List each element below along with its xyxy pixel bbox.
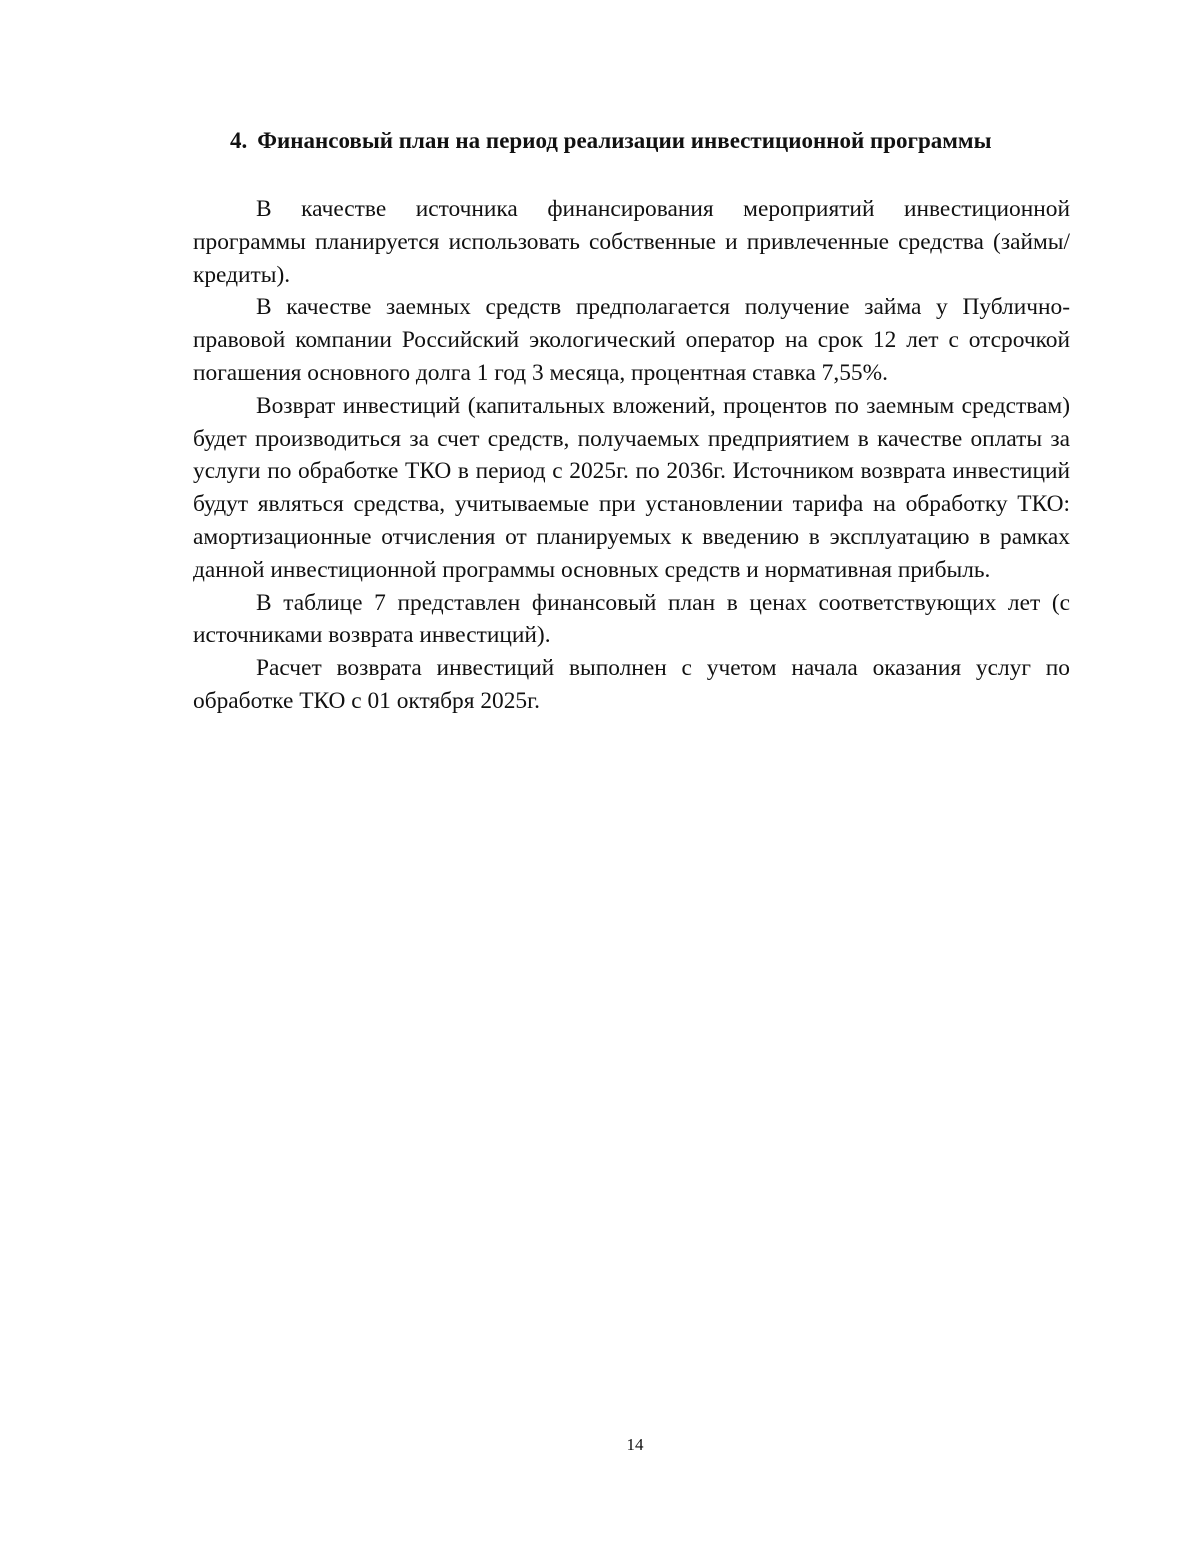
paragraph-table-reference: В таблице 7 представлен финансовый план в ценах соответствующих лет (с источниками возврата инвестиций). bbox=[193, 589, 1070, 649]
paragraph-investment-return: Возврат инвестиций (капитальных вложений, процентов по заемным средствам) будет производиться за счет средств, получаемых предприятием в качестве оплаты за услуги по обработке ТКО в период с 2025г. по 2036г. Источником возврата инвестиций будут являться средства, учитываемые при установлении тарифа на обработку ТКО: амортизационные отчисления от планируемых к введению в эксплуатацию в рамках данной инвестиционной программы основных средств и нормативная прибыль. bbox=[193, 392, 1070, 583]
paragraph-financing-source: В качестве источника финансирования мероприятий инвестиционной программы планируется использовать собственные и привлеченные средства (займы/кредиты). bbox=[193, 196, 1070, 288]
paragraph-calculation-note: Расчет возврата инвестиций выполнен с учетом начала оказания услуг по обработке ТКО с 01 октября 2025г. bbox=[193, 655, 1070, 714]
page-number: 14 bbox=[626, 1435, 644, 1454]
paragraph-loan-terms: В качестве заемных средств предполагается получение займа у Публично-правовой компании Российский экологический оператор на срок 12 лет с отсрочкой погашения основного долга 1 год 3 месяца, процентная ставка 7,55%. bbox=[193, 294, 1070, 386]
section-title: Финансовый план на период реализации инвестиционной программы bbox=[257, 128, 992, 153]
body-text bbox=[193, 193, 1070, 718]
section-heading bbox=[230, 126, 1090, 156]
section-number: 4. bbox=[230, 128, 248, 153]
